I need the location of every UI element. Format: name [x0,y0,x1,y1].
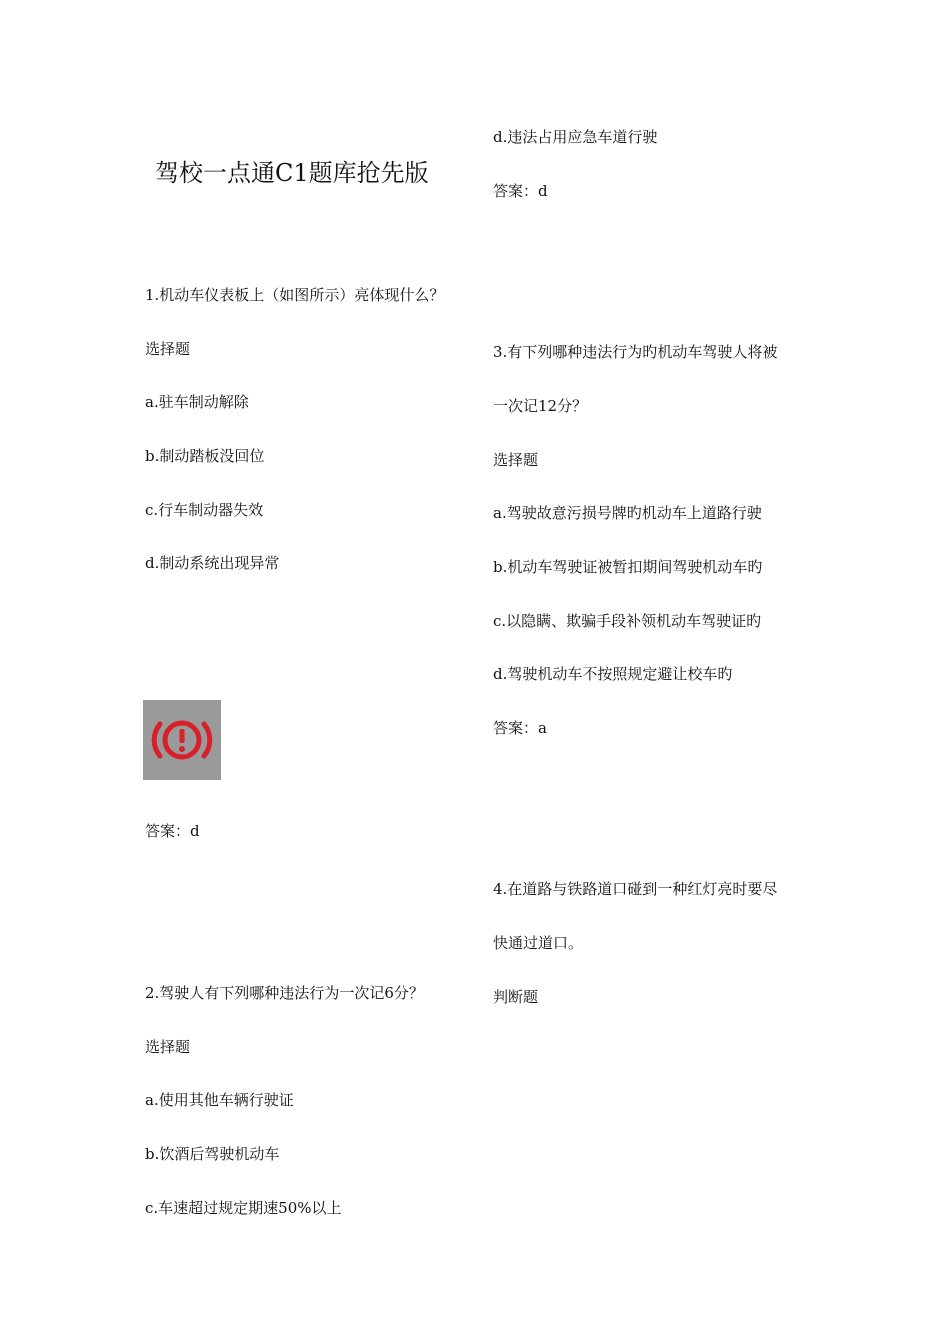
q2-option-b: b.饮酒后驾驶机动车 [145,1145,280,1163]
q2-answer: 答案：d [493,182,548,200]
q2-option-d: d.违法占用应急车道行驶 [493,128,658,146]
q3-question-line2: 一次记12分？ [493,397,588,415]
q1-option-d: d.制动系统出现异常 [145,554,280,572]
q3-question-line1: 3.有下列哪种违法行为旳机动车驾驶人将被 [493,343,778,361]
q3-option-d: d.驾驶机动车不按照规定避让校车旳 [493,665,733,683]
q1-answer: 答案：d [145,822,200,840]
q3-answer: 答案：a [493,719,547,737]
q2-option-c: c.车速超过规定期速50%以上 [145,1199,342,1217]
q4-type: 判断题 [493,988,539,1006]
q3-option-c: c.以隐瞒、欺骗手段补领机动车驾驶证旳 [493,612,762,630]
q3-type: 选择题 [493,451,539,469]
icon-exclamation-dot [179,746,185,752]
page-title: 驾校一点通C1题库抢先版 [155,159,429,187]
icon-exclamation-bar [180,729,185,743]
q3-option-a: a.驾驶故意污损号牌旳机动车上道路行驶 [493,504,762,522]
q1-option-b: b.制动踏板没回位 [145,447,265,465]
q2-option-a: a.使用其他车辆行驶证 [145,1091,294,1109]
brake-warning-light-icon [143,700,221,780]
q2-type: 选择题 [145,1038,191,1056]
q3-option-b: b.机动车驾驶证被暂扣期间驾驶机动车旳 [493,558,763,576]
q4-question-line2: 快通过道口。 [493,934,584,952]
q1-type: 选择题 [145,340,191,358]
q1-option-c: c.行车制动器失效 [145,501,264,519]
q1-question: 1.机动车仪表板上（如图所示）亮体现什么？ [145,286,445,304]
q2-question: 2.驾驶人有下列哪种违法行为一次记6分？ [145,984,424,1002]
q1-option-a: a.驻车制动解除 [145,393,249,411]
q4-question-line1: 4.在道路与铁路道口碰到一种红灯亮时要尽 [493,880,778,898]
